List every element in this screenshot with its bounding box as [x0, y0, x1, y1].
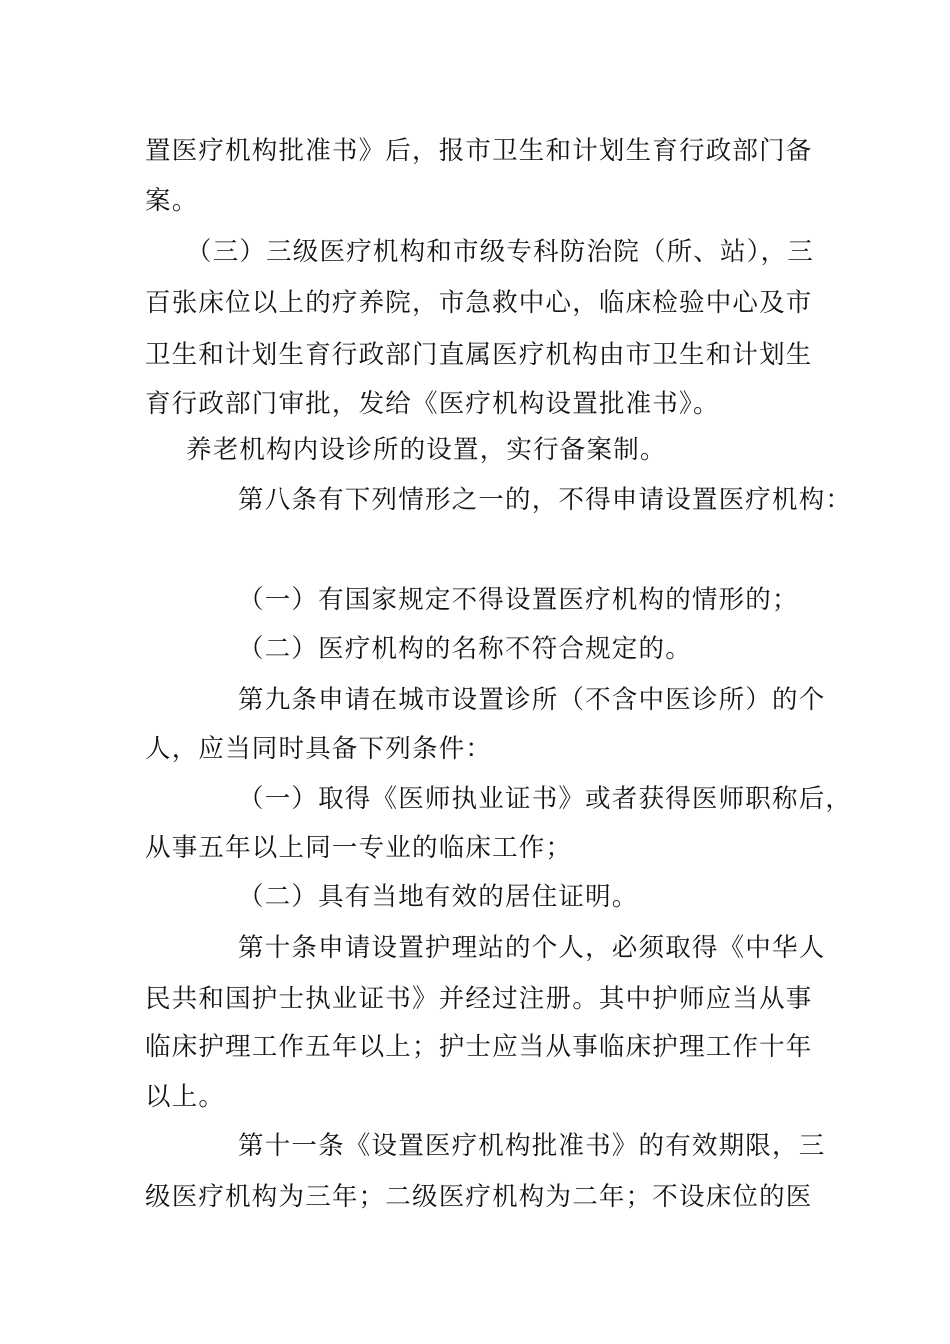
- text-line: 百张床位以上的疗养院，市急救中心，临床检验中心及市: [145, 288, 813, 318]
- text-line: （二）具有当地有效的居住证明。: [238, 882, 639, 912]
- text-line: 养老机构内设诊所的设置，实行备案制。: [186, 435, 667, 465]
- text-line: （三）三级医疗机构和市级专科防治院（所、站），三: [186, 237, 815, 267]
- text-line: 以上。: [145, 1082, 226, 1112]
- text-line: 第八条有下列情形之一的，不得申请设置医疗机构：: [238, 485, 853, 515]
- text-line: 育行政部门审批，发给《医疗机构设置批准书》。: [145, 389, 720, 419]
- text-line: 置医疗机构批准书》后，报市卫生和计划生育行政部门备: [145, 136, 813, 166]
- text-line: 第十一条《设置医疗机构批准书》的有效期限，三: [238, 1131, 826, 1161]
- text-line: 第十条申请设置护理站的个人，必须取得《中华人: [238, 933, 826, 963]
- text-line: 人，应当同时具备下列条件：: [145, 734, 493, 764]
- text-line: 从事五年以上同一专业的临床工作；: [145, 833, 573, 863]
- text-line: 第九条申请在城市设置诊所（不含中医诊所）的个: [238, 685, 826, 715]
- text-line: 案。: [145, 186, 199, 216]
- text-line: （一）有国家规定不得设置医疗机构的情形的；: [238, 585, 799, 615]
- text-line: （二）医疗机构的名称不符合规定的。: [238, 634, 692, 664]
- text-line: 级医疗机构为三年；二级医疗机构为二年；不设床位的医: [145, 1182, 813, 1212]
- text-line: 卫生和计划生育行政部门直属医疗机构由市卫生和计划生: [145, 340, 813, 370]
- text-line: 临床护理工作五年以上；护士应当从事临床护理工作十年: [145, 1032, 813, 1062]
- text-line: （一）取得《医师执业证书》或者获得医师职称后，: [238, 784, 853, 814]
- text-line: 民共和国护士执业证书》并经过注册。其中护师应当从事: [145, 984, 813, 1014]
